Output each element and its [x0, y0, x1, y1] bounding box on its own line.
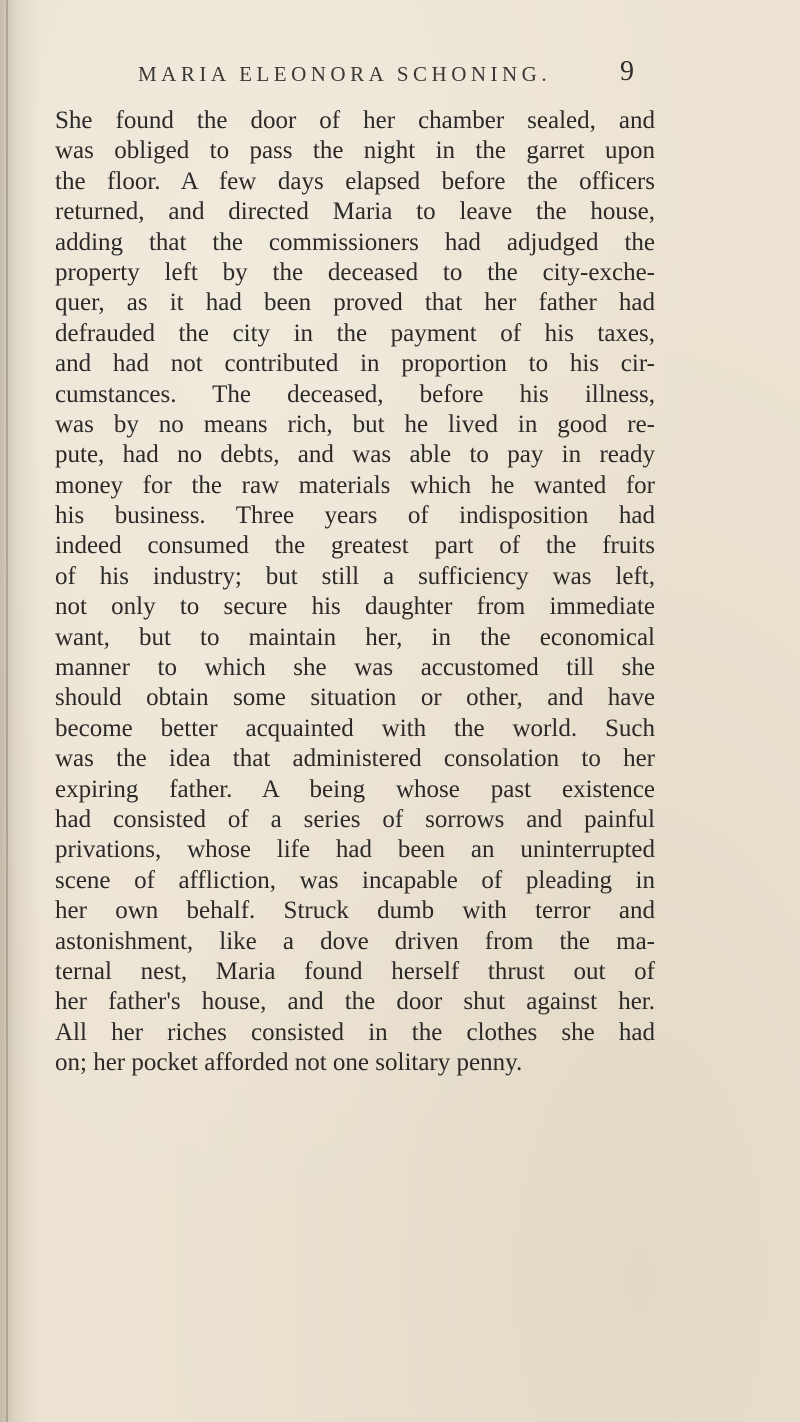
text-line: her own behalf. Struck dumb with terror and	[55, 897, 655, 925]
text-line: manner to which she was accustomed till she	[55, 654, 655, 682]
text-line: money for the raw materials which he wanted for	[55, 471, 655, 499]
text-line: expiring father. A being whose past existence	[55, 775, 655, 803]
text-line: property left by the deceased to the city-exche-	[55, 258, 655, 286]
text-line: had consisted of a series of sorrows and painful	[55, 805, 655, 833]
text-line: She found the door of her chamber sealed, and	[55, 107, 655, 134]
text-line: returned, and directed Maria to leave the house,	[55, 198, 655, 226]
text-line: quer, as it had been proved that her father had	[55, 289, 655, 317]
text-line: privations, whose life had been an uninterrupted	[55, 836, 655, 864]
text-line: ternal nest, Maria found herself thrust out of	[55, 957, 655, 985]
page-edge	[6, 0, 8, 1422]
text-line: should obtain some situation or other, and have	[55, 684, 655, 712]
text-line: cumstances. The deceased, before his illness,	[55, 380, 655, 408]
text-line: become better acquainted with the world. Such	[55, 714, 655, 742]
text-line: defrauded the city in the payment of his taxes,	[55, 319, 655, 347]
text-line: pute, had no debts, and was able to pay in ready	[55, 441, 655, 469]
text-line: on; her pocket afforded not one solitary penny.	[55, 1049, 523, 1077]
text-line: her father's house, and the door shut against her.	[55, 988, 655, 1016]
text-line: All her riches consisted in the clothes she had	[55, 1018, 655, 1046]
text-line: scene of affliction, was incapable of pleading in	[55, 866, 655, 894]
text-line: not only to secure his daughter from immediate	[55, 593, 655, 621]
text-line: was obliged to pass the night in the garret upon	[55, 137, 655, 165]
text-line: the floor. A few days elapsed before the officers	[55, 167, 655, 195]
running-head: MARIA ELEONORA SCHONING.	[138, 62, 552, 86]
text-line: indeed consumed the greatest part of the fruits	[55, 532, 655, 560]
text-line: want, but to maintain her, in the economical	[55, 623, 655, 651]
text-line: was by no means rich, but he lived in good re-	[55, 410, 655, 438]
text-line: adding that the commissioners had adjudged the	[55, 228, 655, 256]
text-line: his business. Three years of indisposition had	[55, 502, 655, 530]
body-text	[55, 106, 655, 1079]
text-line: and had not contributed in proportion to his cir-	[55, 350, 655, 378]
text-line: of his industry; but still a sufficiency was left,	[55, 562, 655, 590]
text-line: was the idea that administered consolation to her	[55, 745, 655, 773]
page-number: 9	[620, 56, 634, 87]
text-line: astonishment, like a dove driven from the ma-	[55, 927, 655, 955]
